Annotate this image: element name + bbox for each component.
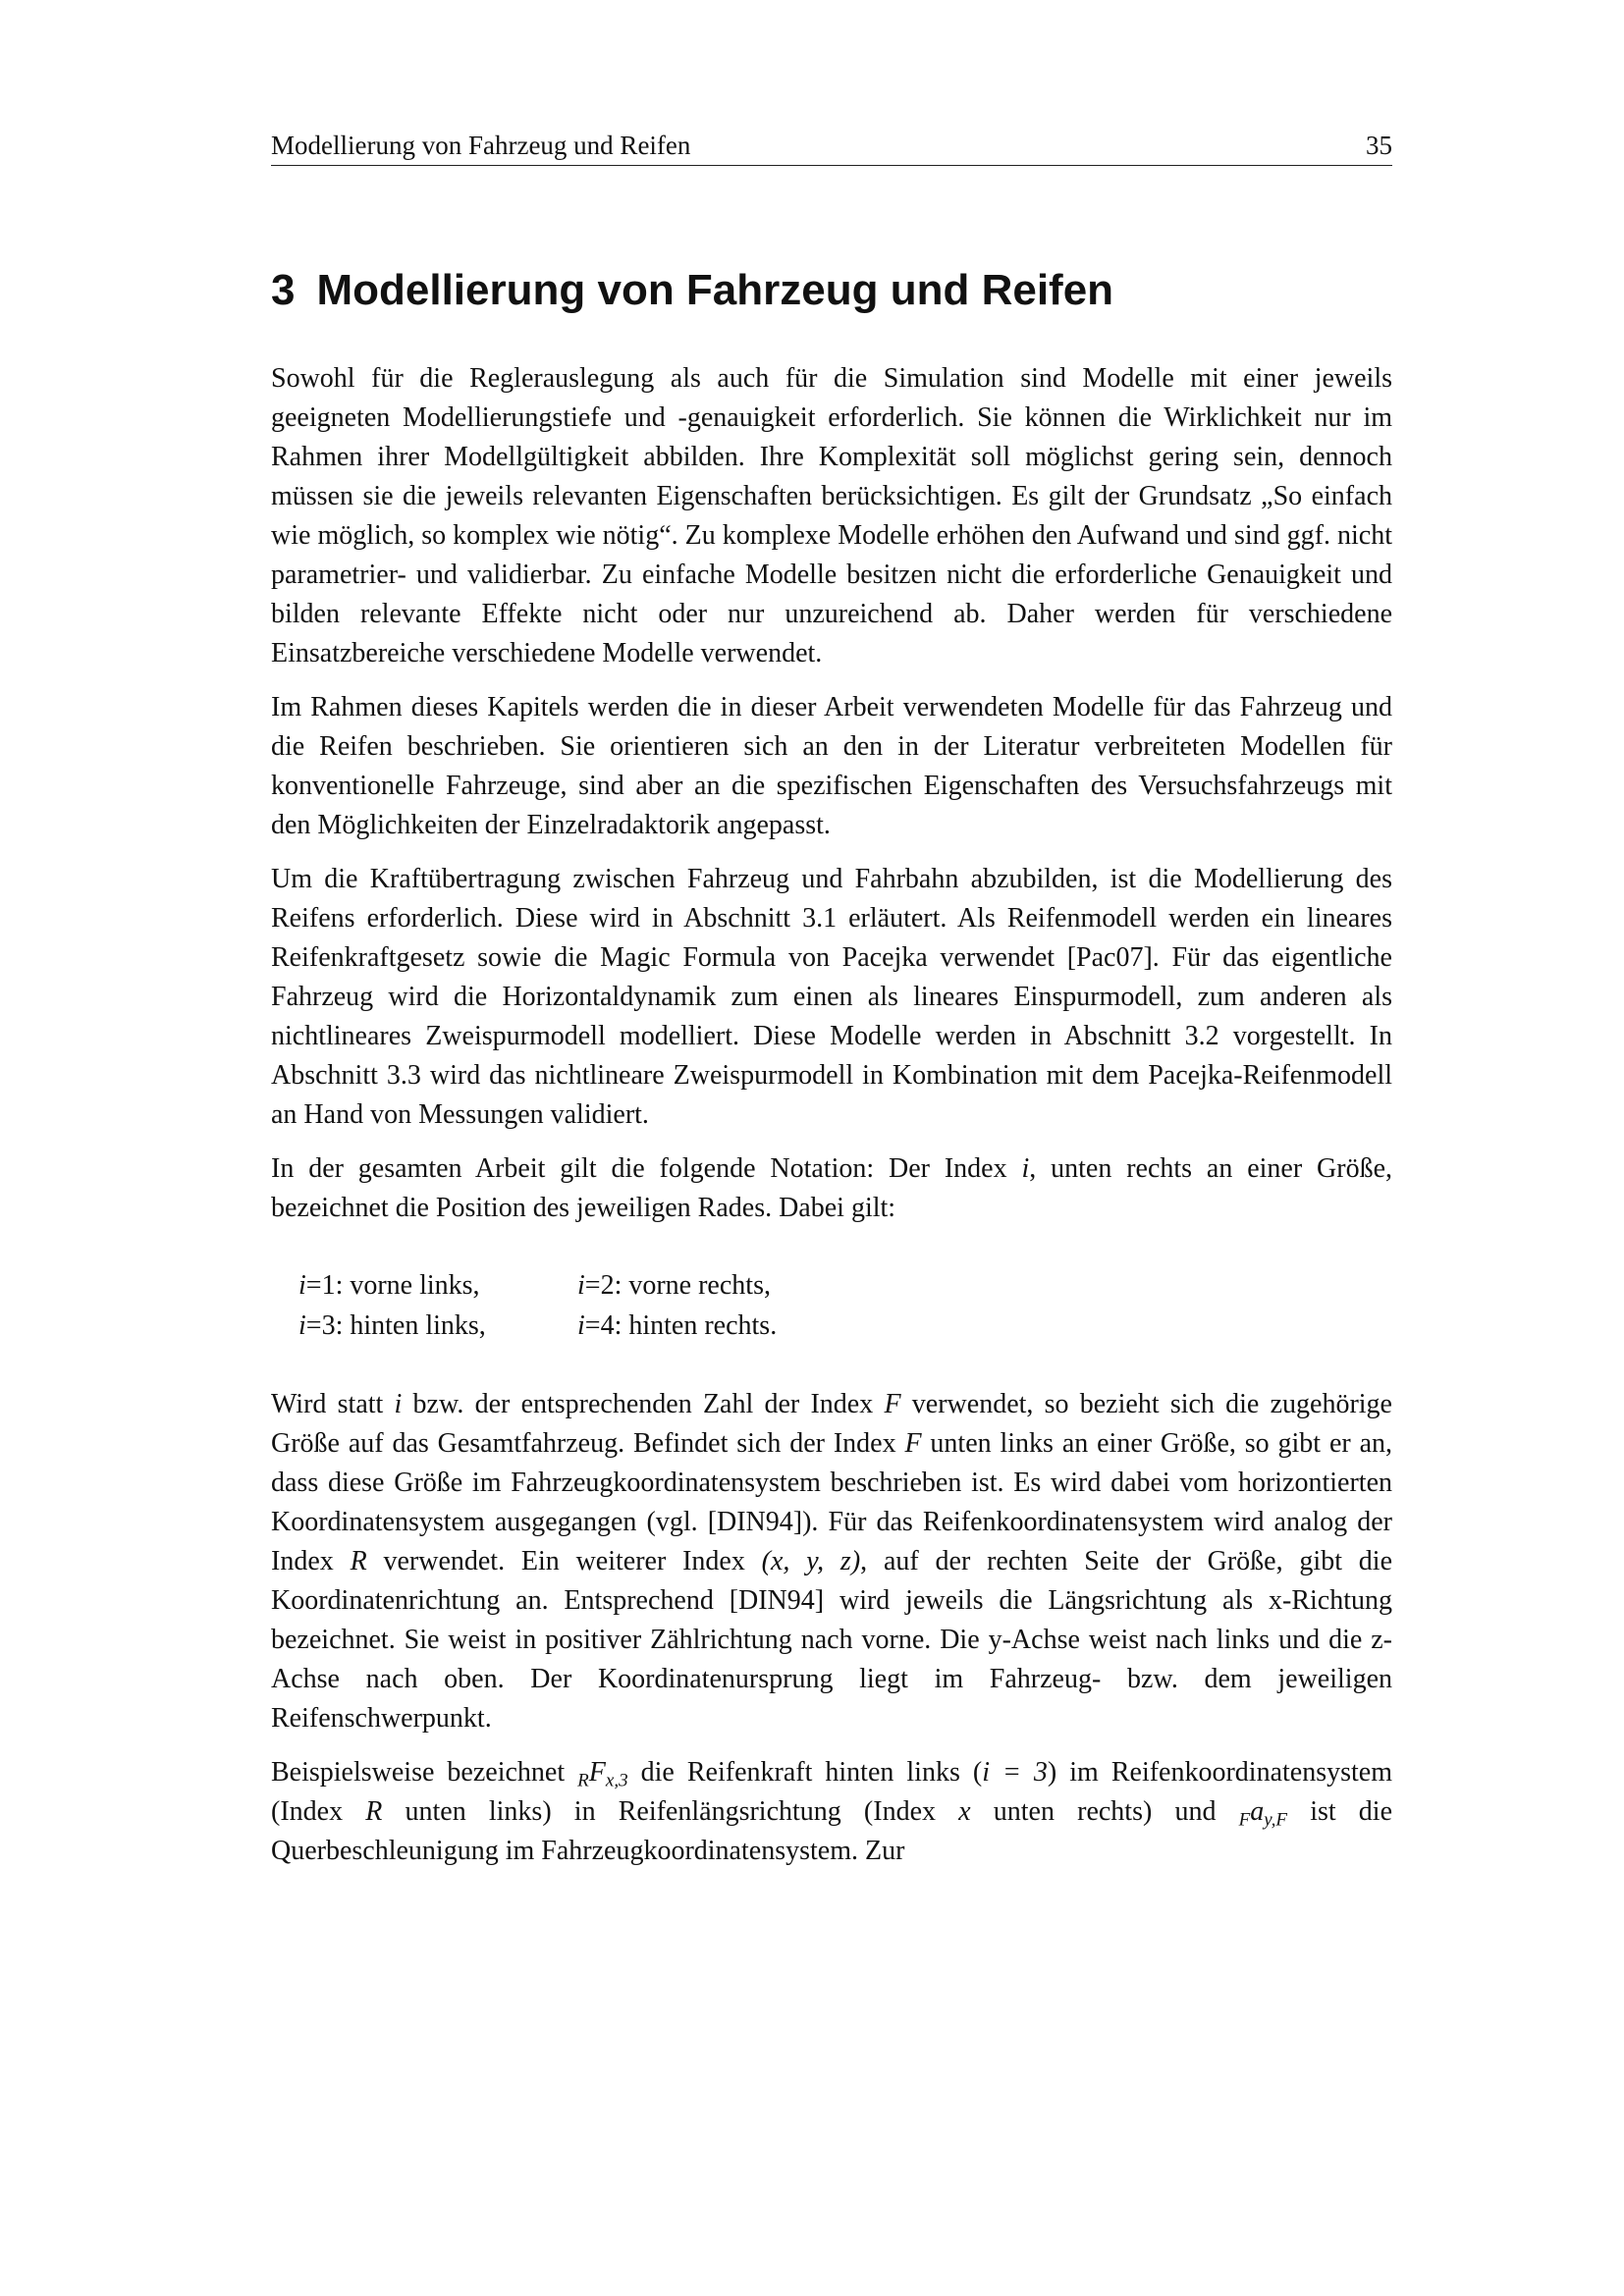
index-entry-text: =2: vorne rechts, <box>584 1270 771 1301</box>
math-variable: i <box>298 1310 306 1341</box>
running-header <box>271 126 1392 166</box>
paragraph-notation <box>271 1149 1392 1228</box>
index-entry-text: =4: hinten rechts. <box>584 1310 778 1341</box>
text-run: , unten rechts an einer Größe, bezeichnet die Position des jeweiligen Rades. Dabei gilt: <box>271 1153 1393 1223</box>
index-row <box>298 1265 1392 1306</box>
math-symbol-tire-force <box>577 1757 628 1791</box>
math-expression: i = 3 <box>982 1757 1048 1788</box>
paragraph-model-overview: Um die Kraftübertragung zwischen Fahrzeug und Fahrbahn abzubilden, ist die Modellierung des Reifens erforderlich. Diese wird in Abschnitt 3.1 erläutert. Als Reifenmodell werden ein lineares Reifenkraftgesetz sowie die Magic Formula von Pacejka verwendet [Pac07]. Für das eigentliche Fahrzeug wird die Horizontaldynamik zum einen als lineares Einspurmodell, zum anderen als nichtlineares Zweispurmodell modelliert. Diese Modelle werden in Abschnitt 3.2 vorgestellt. In Abschnitt 3.3 wird das nichtlineare Zweispurmodell in Kombination mit dem Pacejka-Reifenmodell an Hand von Messungen validiert. <box>271 864 1392 1130</box>
paragraph-chapter-scope: Im Rahmen dieses Kapitels werden die in dieser Arbeit verwendeten Modelle für das Fahrzeug und die Reifen beschrieben. Sie orientieren sich an den in der Literatur verbreiteten Modellen für konventionelle Fahrzeuge, sind aber an die spezifischen Eigenschaften des Versuchsfahrzeugs mit den Möglichkeiten der Einzelradaktorik angepasst. <box>271 692 1392 840</box>
math-variable: F <box>884 1389 901 1419</box>
math-prescript: F <box>1238 1809 1251 1831</box>
text-run: die Reifenkraft hinten links ( <box>627 1757 983 1788</box>
text-run: unten rechts) und <box>970 1796 1239 1827</box>
math-subscript: y,F <box>1264 1809 1288 1831</box>
text-run: verwendet. Ein weiterer Index <box>366 1546 762 1576</box>
index-entry <box>298 1306 577 1346</box>
paragraph-coordinate-systems <box>271 1385 1392 1738</box>
math-variable: a <box>1250 1796 1265 1827</box>
math-variable: (x, y, z) <box>761 1546 861 1576</box>
text-run: verwendet, so bezieht sich die zugehörige Größe auf das Gesamtfahrzeug. Befindet sich der Index <box>271 1389 1392 1459</box>
chapter-heading <box>271 263 1113 318</box>
index-entry-text: =3: hinten links, <box>305 1310 486 1341</box>
math-variable: i <box>298 1270 306 1301</box>
math-symbol-lateral-acceleration <box>1238 1796 1288 1831</box>
index-row <box>298 1306 1392 1346</box>
text-run: unten links an einer Größe, so gibt er an, dass diese Größe im Fahrzeugkoordinatensystem beschrieben ist. Es wird dabei vom horizontierten Koordinatensystem ausgegangen (vgl. [DIN94]). Für das Reifenkoordinatensystem wird analog der Index <box>271 1428 1392 1576</box>
math-variable: R <box>350 1546 367 1576</box>
text-run: bzw. der entsprechenden Zahl der Index <box>402 1389 885 1419</box>
math-variable: F <box>904 1428 922 1459</box>
page-number: 35 <box>1366 131 1392 160</box>
paragraph-example <box>271 1753 1392 1871</box>
math-prescript: R <box>577 1770 589 1791</box>
text-run: , auf der rechten Seite der Größe, gibt die Koordinatenrichtung an. Entsprechend [DIN94] wird jeweils die Längsrichtung als x-Richtung bezeichnet. Sie weist in positiver Zählrichtung nach vorne. Die y-Achse weist nach links und die z-Achse nach oben. Der Koordinatenursprung liegt im Fahrzeug- bzw. dem jeweiligen Reifenschwerpunkt. <box>271 1546 1392 1734</box>
chapter-number: 3 <box>271 266 296 314</box>
running-header-title: Modellierung von Fahrzeug und Reifen <box>271 131 691 160</box>
wheel-index-list <box>298 1265 1392 1346</box>
paragraph-intro: Sowohl für die Reglerauslegung als auch für die Simulation sind Modelle mit einer jeweils geeigneten Modellierungstiefe und -genauigkeit erforderlich. Sie können die Wirklichkeit nur im Rahmen ihrer Modellgültigkeit abbilden. Ihre Komplexität soll möglichst gering sein, dennoch müssen sie die jeweils relevanten Eigenschaften berücksichtigen. Es gilt der Grundsatz „So einfach wie möglich, so komplex wie nötig“. Zu komplexe Modelle erhöhen den Aufwand und sind ggf. nicht parametrier- und validierbar. Zu einfache Modelle besitzen nicht die erforderliche Genauigkeit und bilden relevante Effekte nicht oder nur unzureichend ab. Daher werden für verschiedene Einsatzbereiche verschiedene Modelle verwendet. <box>271 363 1392 668</box>
text-run: ist die Querbeschleunigung im Fahrzeugkoordinatensystem. Zur <box>271 1796 1393 1866</box>
math-variable: i <box>577 1310 585 1341</box>
math-variable: i <box>1021 1153 1030 1184</box>
text-run: unten links) in Reifenlängsrichtung (Index <box>382 1796 959 1827</box>
math-variable: R <box>365 1796 383 1827</box>
text-run: Beispielsweise bezeichnet <box>271 1757 578 1788</box>
index-entry-text: =1: vorne links, <box>305 1270 480 1301</box>
text-run: In der gesamten Arbeit gilt die folgende Notation: Der Index <box>271 1153 1022 1184</box>
math-variable: i <box>394 1389 403 1419</box>
index-entry <box>577 1265 856 1306</box>
chapter-title: Modellierung von Fahrzeug und Reifen <box>316 266 1114 314</box>
text-run: Wird statt <box>271 1389 395 1419</box>
math-variable: i <box>577 1270 585 1301</box>
math-subscript: x,3 <box>605 1770 628 1791</box>
index-entry <box>577 1306 856 1346</box>
text-run: ) im Reifenkoordinatensystem (Index <box>271 1757 1392 1827</box>
body-text <box>271 359 1392 1886</box>
index-entry <box>298 1265 577 1306</box>
math-variable: x <box>958 1796 971 1827</box>
math-variable: F <box>588 1757 606 1788</box>
